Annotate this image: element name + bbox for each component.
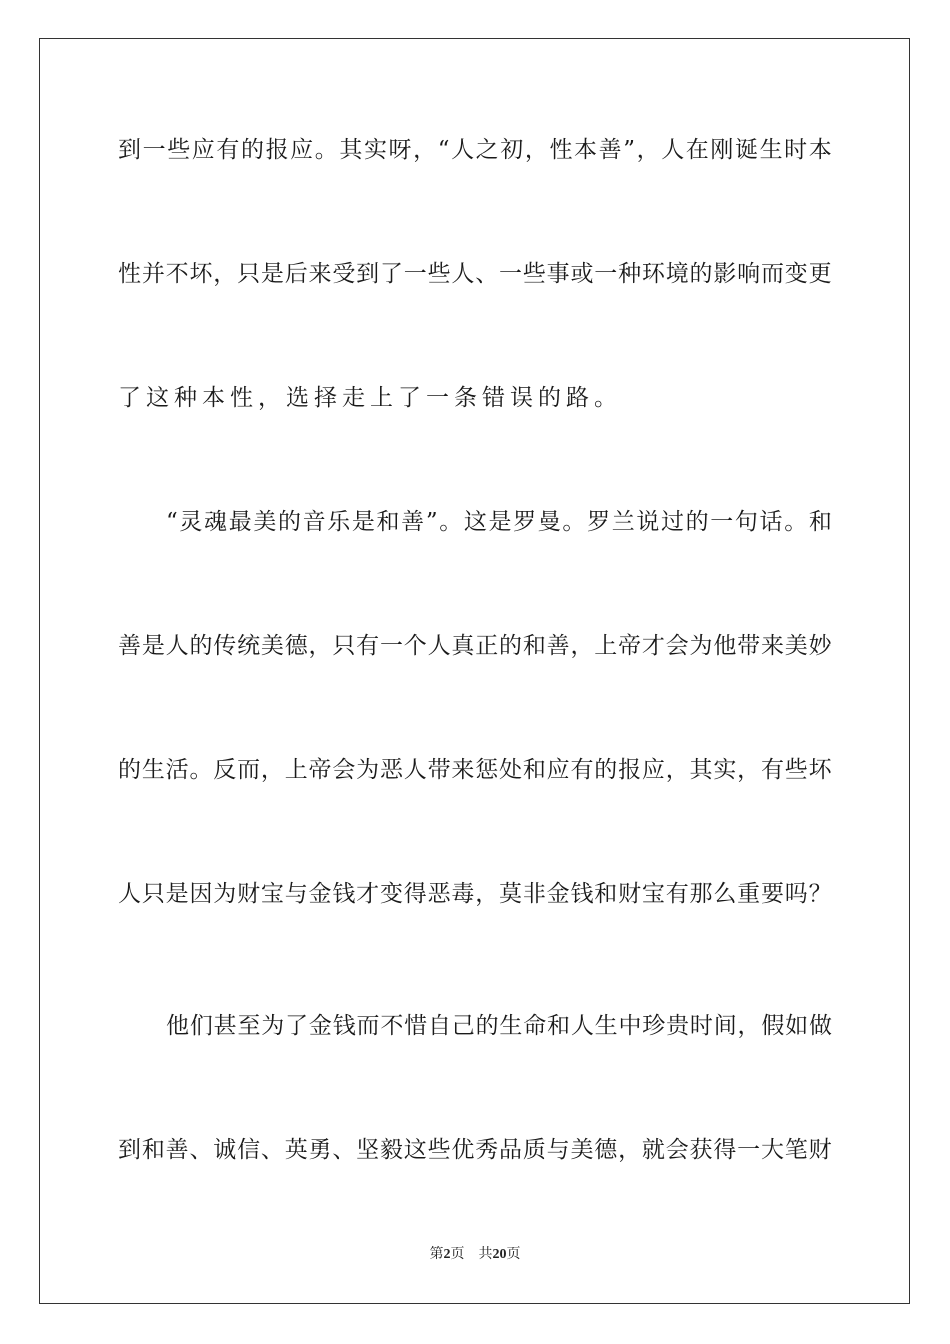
footer-page-current: 2 (443, 1247, 451, 1262)
text-line-7: 人 只 是 因 为 财 宝 与 金 钱 才 变 得 恶 毒 ， 莫 非 金 钱 和 财 宝 有 那 么 重 要 吗 ？ (118, 881, 832, 907)
text-line-1: 到 一 些 应 有 的 报 应 。 其 实 呀 ， “ 人 之 初 ， 性 本 善 ” ， 人 在 刚 诞 生 时 本 (118, 137, 832, 163)
text-line-8: 他 们 甚 至 为 了 金 钱 而 不 惜 自 己 的 生 命 和 人 生 中 珍 贵 时 间 ， 假 如 做 (166, 1013, 832, 1039)
text-line-2: 性 并 不 坏 ， 只 是 后 来 受 到 了 一 些 人 、 一 些 事 或 一 种 环 境 的 影 响 而 变 更 (118, 261, 832, 287)
footer-page-prefix: 第 (429, 1247, 444, 1262)
page-border (39, 38, 910, 1304)
footer-page-total: 20 (492, 1247, 507, 1262)
footer-page-mid: 页 共 (450, 1247, 493, 1262)
text-line-6: 的 生 活 。 反 而 ， 上 帝 会 为 恶 人 带 来 惩 处 和 应 有 的 报 应 ， 其 实 ， 有 些 坏 (118, 757, 832, 783)
text-line-3: 了这种本性，选择走上了一条错误的路。 (118, 385, 622, 411)
page-footer (0, 1245, 950, 1265)
text-line-4: “ 灵 魂 最 美 的 音 乐 是 和 善 ” 。 这 是 罗 曼 。 罗 兰 说 过 的 一 句 话 。 和 (166, 509, 832, 535)
text-line-5: 善 是 人 的 传 统 美 德 ， 只 有 一 个 人 真 正 的 和 善 ， 上 帝 才 会 为 他 带 来 美 妙 (118, 633, 832, 659)
footer-page-suffix: 页 (506, 1247, 521, 1262)
text-line-9: 到 和 善 、 诚 信 、 英 勇 、 坚 毅 这 些 优 秀 品 质 与 美 德 ， 就 会 获 得 一 大 笔 财 (118, 1137, 832, 1163)
